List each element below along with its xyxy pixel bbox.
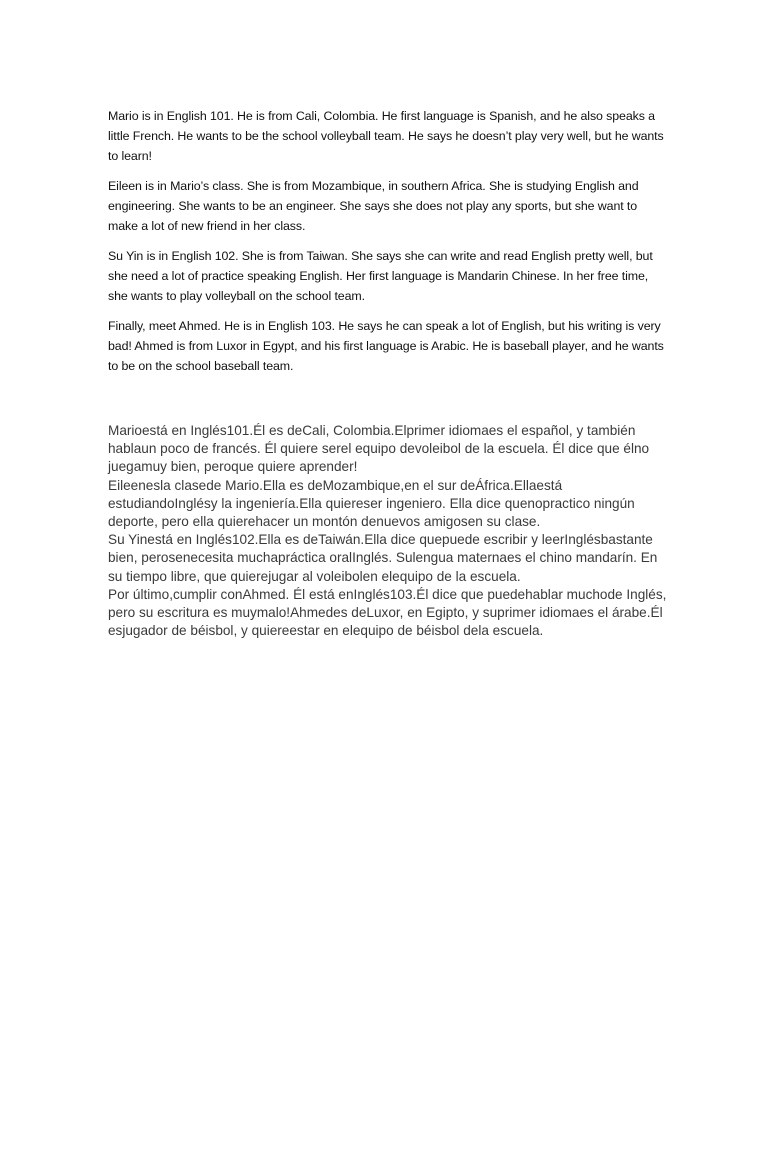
english-text-block: [108, 106, 668, 386]
paragraph-su-yin: Su Yin is in English 102. She is from Taiwan. She says she can write and read English pretty well, but she need a lot of practice speaking English. Her first language is Mandarin Chinese. In her free time, she wants to play volleyball on the school team.: [108, 249, 653, 303]
spanish-paragraph-mario: Marioestá en Inglés101.Él es deCali, Colombia.Elprimer idiomaes el español, y también hablaun poco de francés. Él quiere serel equipo devoleibol de la escuela. Él dice que élno juegamuy bien, peroque quiere aprender!: [108, 423, 650, 475]
paragraph-ahmed: Finally, meet Ahmed. He is in English 103. He says he can speak a lot of English, but his writing is very bad! Ahmed is from Luxor in Egypt, and his first language is Arabic. He is baseball player, and he wants to be on the school baseball team.: [108, 319, 664, 373]
spanish-paragraph-su-yin: Su Yinestá en Inglés102.Ella es deTaiwán.Ella dice quepuede escribir y leerInglésbastante bien, perosenecesita muchapráctica oralInglés. Sulengua maternaes el chino mandarín. En su tiempo libre, que quierejugar al voleibolen elequipo de la escuela.: [108, 532, 658, 584]
spanish-paragraph-eileen: Eileenesla clasede Mario.Ella es deMozambique,en el sur deÁfrica.Ellaestá estudiandoInglésy la ingeniería.Ella quiereser ingeniero. Ella dice quenopractico ningún deporte, pero ella quierehacer un montón denuevos amigosen su clase.: [108, 477, 635, 530]
paragraph-eileen: Eileen is in Mario’s class. She is from Mozambique, in southern Africa. She is studying English and engineering. She wants to be an engineer. She says she does not play any sports, but she want to make a lot of new friend in her class.: [108, 179, 639, 233]
paragraph-mario: Mario is in English 101. He is from Cali, Colombia. He first language is Spanish, and he also speaks a little French. He wants to be the school volleyball team. He says he doesn’t play very well, but he wants to learn!: [108, 109, 664, 163]
spanish-paragraph-ahmed: Por último,cumplir conAhmed. Él está enInglés103.Él dice que puedehablar muchode Inglés, pero su escritura es muymalo!Ahmedes deLuxor, en Egipto, y suprimer idiomaes el árabe.Él esjugador de béisbol, y quiereestar en elequipo de béisbol dela escuela.: [108, 586, 667, 639]
spanish-text-block: [108, 422, 668, 640]
